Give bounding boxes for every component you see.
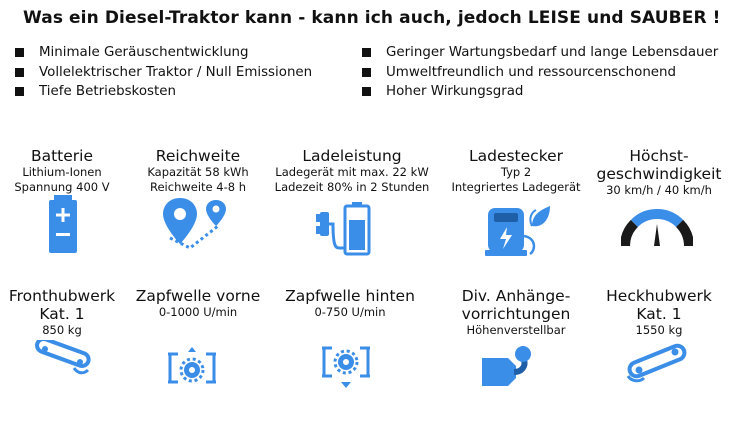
rear-pto-icon [316,340,376,392]
bullet-square-icon [362,48,371,57]
feature-detail: 850 kg [42,323,82,337]
feature-ladeleistung [266,147,438,194]
feature-title: Heckhubwerk [606,287,712,305]
feature-title: geschwindigkeit [596,165,722,183]
bullet-text: Vollelektrischer Traktor / Null Emissionen [39,64,313,80]
battery-icon [43,195,83,255]
plug-battery-icon [314,200,372,258]
feature-reichweite [138,147,258,194]
feature-detail: 1550 kg [635,323,683,337]
bullet-item [15,63,312,83]
speedometer-icon [621,202,693,250]
feature-ladestecker [446,147,586,194]
feature-detail: Reichweite 4-8 h [150,179,246,194]
feature-detail: 0-750 U/min [314,305,386,319]
feature-title: Ladeleistung [302,147,402,165]
bullet-square-icon [15,48,24,57]
bullet-item [15,43,312,63]
feature-detail: 30 km/h / 40 km/h [606,183,712,197]
feature-zapfwelle-hinten [275,287,425,320]
feature-detail: Spannung 400 V [14,179,110,194]
feature-title: Batterie [30,147,94,165]
page-title: Was ein Diesel-Traktor kann - kann ich auch, jedoch LEISE und SAUBER ! [23,8,721,28]
feature-title: Zapfwelle hinten [285,287,415,305]
feature-title: Kat. 1 [39,305,85,323]
bullet-square-icon [15,68,24,77]
feature-title: Ladestecker [468,147,564,165]
feature-title: Div. Anhänge- [461,287,571,305]
feature-heckhubwerk [594,287,724,338]
bullet-list-right [362,43,718,102]
bullet-item [362,63,718,83]
feature-title: vorrichtungen [461,305,571,323]
bullet-list-left [15,43,312,102]
feature-detail: Ladezeit 80% in 2 Stunden [274,179,430,194]
feature-detail: 0-1000 U/min [158,305,238,319]
range-map-pin-icon [160,196,232,254]
bullet-item [362,82,718,102]
front-pto-icon [162,344,222,392]
bullet-text: Hoher Wirkungsgrad [386,84,524,99]
feature-batterie [8,147,116,194]
feature-zapfwelle-vorne [128,287,268,320]
bullet-text: Tiefe Betriebskosten [39,84,176,99]
rear-hitch-icon [624,340,690,384]
feature-detail: Kapazität 58 kWh [147,165,249,179]
feature-title: Höchst- [629,147,689,165]
bullet-square-icon [15,87,24,96]
tow-hitch-icon [478,342,540,390]
front-hitch-icon [32,340,94,380]
feature-detail: Typ 2 [500,165,532,179]
feature-detail: Lithium-Ionen [22,165,102,179]
bullet-item [362,43,718,63]
charging-station-icon [484,200,552,258]
bullet-square-icon [362,68,371,77]
bullet-text: Minimale Geräuschentwicklung [39,45,249,60]
bullet-item [15,82,312,102]
feature-title: Zapfwelle vorne [135,287,261,305]
bullet-square-icon [362,87,371,96]
feature-title: Kat. 1 [636,305,682,323]
feature-detail: Ladegerät mit max. 22 kW [275,165,429,179]
feature-hoechstgeschwindigkeit [593,147,725,198]
feature-title: Reichweite [155,147,241,165]
bullet-text: Umweltfreundlich und ressourcenschonend [386,64,677,80]
bullet-text: Geringer Wartungsbedarf und lange Lebensdauer [386,45,719,60]
feature-fronthubwerk [2,287,122,338]
feature-anhaengevorrichtungen [446,287,586,338]
feature-title: Fronthubwerk [8,287,116,305]
feature-detail: Integriertes Ladegerät [451,179,581,194]
feature-detail: Höhenverstellbar [466,323,566,337]
